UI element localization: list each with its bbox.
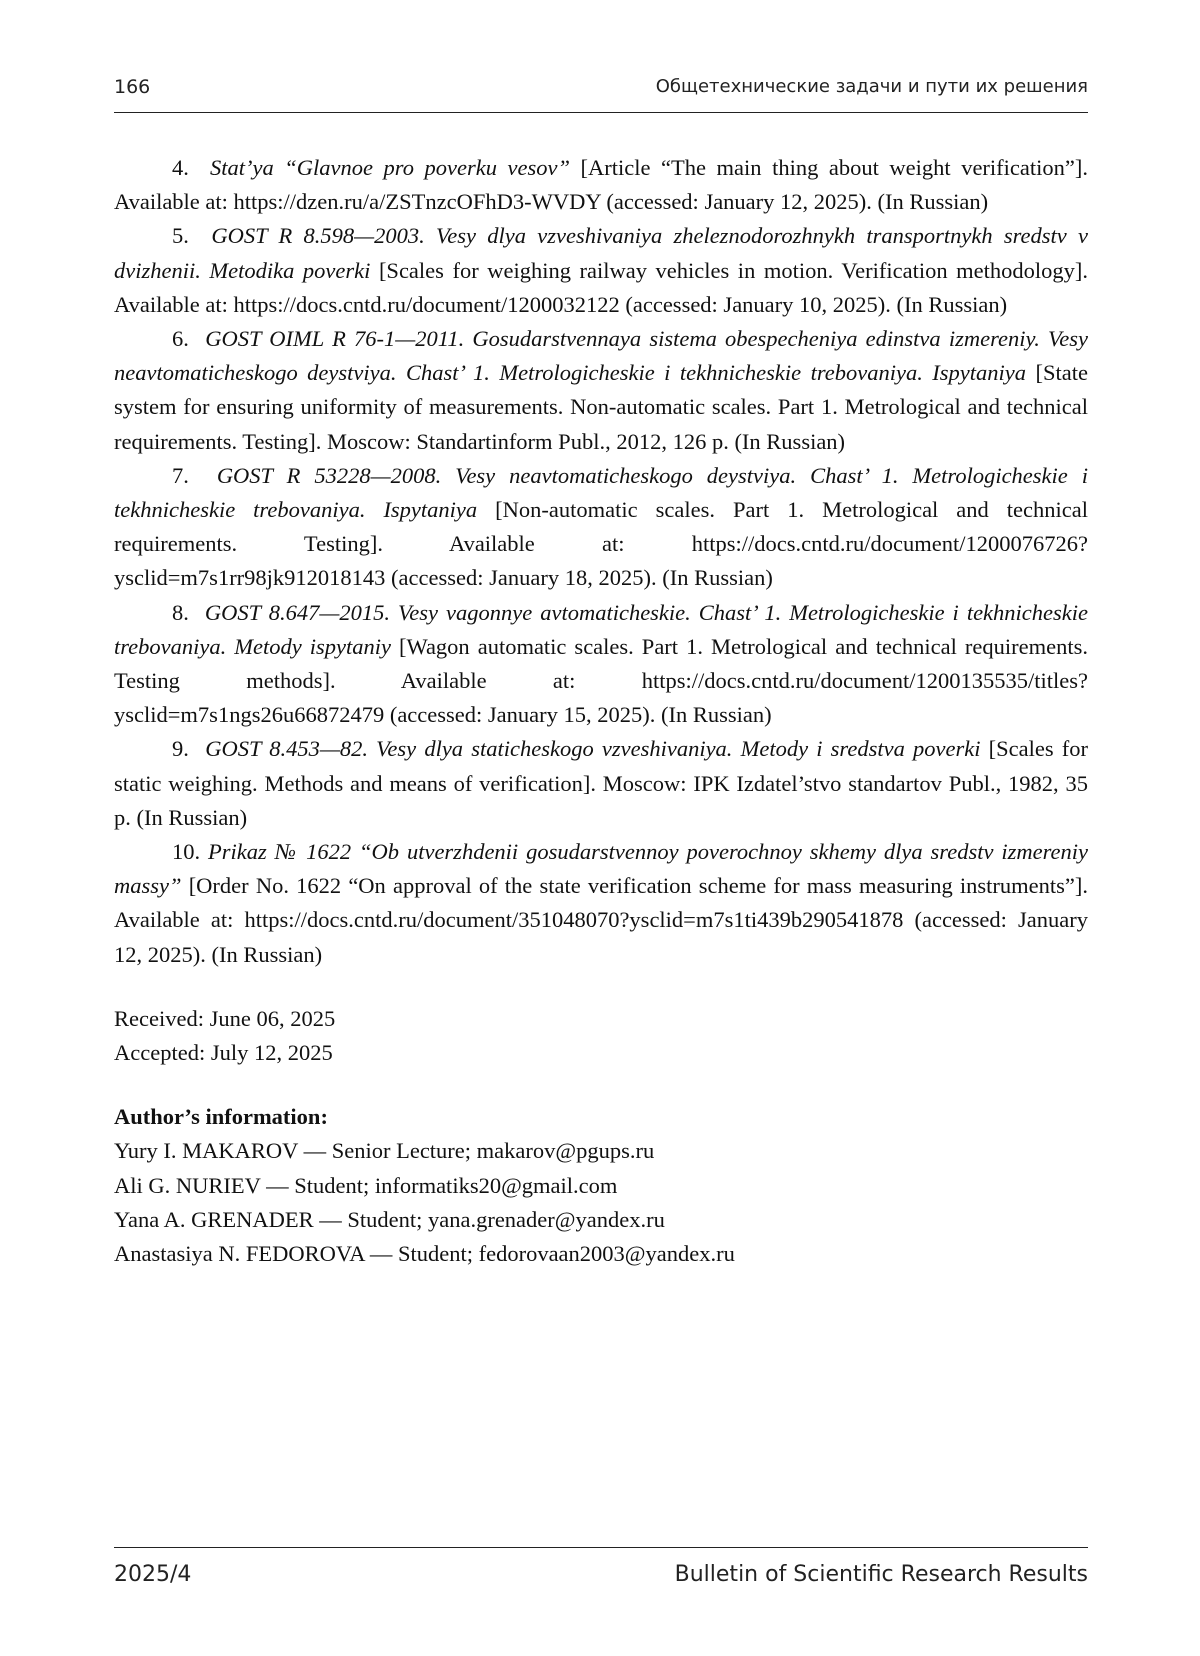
- reference-item: 10. Prikaz № 1622 “Ob utverzhdenii gosudarstvennoy poverochnoy skhemy dlya sredstv izmereniy massy” [Order No. 1622 “On approval of the state verification scheme for mass measuring instruments”]. Available at: https://docs.cntd.ru/document/351048070?ysclid=m7s1ti439b290541878 (accessed: January 12, 2025). (In Russian): [114, 839, 1089, 967]
- received-date: Received: June 06, 2025: [114, 1005, 336, 1031]
- author-entry: Yury I. MAKAROV — Senior Lecture; makarov@pgups.ru: [114, 1138, 655, 1164]
- page-number: 166: [114, 76, 151, 98]
- reference-item: 9. GOST 8.453—82. Vesy dlya staticheskogo vzveshivaniya. Metody i sredstva poverki [Scales for static weighing. Methods and means of verification]. Moscow: IPK Izdatel’stvo standartov Publ., 1982, 35 p. (In Russian): [114, 736, 1088, 830]
- page-body: [114, 151, 1088, 1271]
- author-entry: Anastasiya N. FEDOROVA — Student; fedorovaan2003@yandex.ru: [114, 1241, 735, 1267]
- author-entry: Ali G. NURIEV — Student; informatiks20@gmail.com: [114, 1172, 618, 1198]
- authors-heading: Author’s information:: [114, 1104, 328, 1130]
- author-entry: Yana A. GRENADER — Student; yana.grenader@yandex.ru: [114, 1206, 665, 1232]
- author-information: [114, 1100, 1088, 1271]
- reference-item: 6. GOST OIML R 76-1—2011. Gosudarstvennaya sistema obespecheniya edinstva izmereniy. Vesy neavtomaticheskogo deystviya. Chast’ 1. Metrologicheskie i tekhnicheskie trebovaniya. Ispytaniya [State system for ensuring uniformity of measurements. Non-automatic scales. Part 1. Metrological and technical requirements. Testing]. Moscow: Standartinform Publ., 2012, 126 p. (In Russian): [114, 326, 1089, 454]
- journal-title: Bulletin of Scientific Research Results: [674, 1562, 1088, 1587]
- reference-item: 8. GOST 8.647—2015. Vesy vagonnye avtomaticheskie. Chast’ 1. Metrologicheskie i tekhnicheskie trebovaniya. Metody ispytaniy [Wagon automatic scales. Part 1. Metrological and technical requirements. Testing methods]. Available at: https://docs.cntd.ru/document/1200135535/titles?ysclid=m7s1ngs26u66872479 (accessed: January 15, 2025). (In Russian): [114, 599, 1088, 728]
- running-title: Общетехнические задачи и пути их решения: [655, 76, 1088, 97]
- issue-number: 2025/4: [114, 1562, 192, 1587]
- page-footer: [114, 1547, 1088, 1587]
- reference-list: [114, 151, 1088, 972]
- submission-dates: [114, 1002, 1088, 1070]
- reference-item: 7. GOST R 53228—2008. Vesy neavtomaticheskogo deystviya. Chast’ 1. Metrologicheskie i tekhnicheskie trebovaniya. Ispytaniya [Non-automatic scales. Part 1. Metrological and technical requirements. Testing]. Available at: https://docs.cntd.ru/document/1200076726?ysclid=m7s1rr98jk912018143 (accessed: January 18, 2025). (In Russian): [114, 462, 1088, 591]
- reference-item: 4. Stat’ya “Glavnoe pro poverku vesov” [Article “The main thing about weight verification”]. Available at: https://dzen.ru/a/ZSTnzcOFhD3-WVDY (accessed: January 12, 2025). (In Russian): [114, 155, 1088, 215]
- accepted-date: Accepted: July 12, 2025: [114, 1040, 333, 1066]
- reference-item: 5. GOST R 8.598—2003. Vesy dlya vzveshivaniya zheleznodorozhnykh transportnykh sredstv v dvizhenii. Metodika poverki [Scales for weighing railway vehicles in motion. Verification methodology]. Available at: https://docs.cntd.ru/document/1200032122 (accessed: January 10, 2025). (In Russian): [114, 223, 1088, 317]
- page-header: [114, 74, 1088, 113]
